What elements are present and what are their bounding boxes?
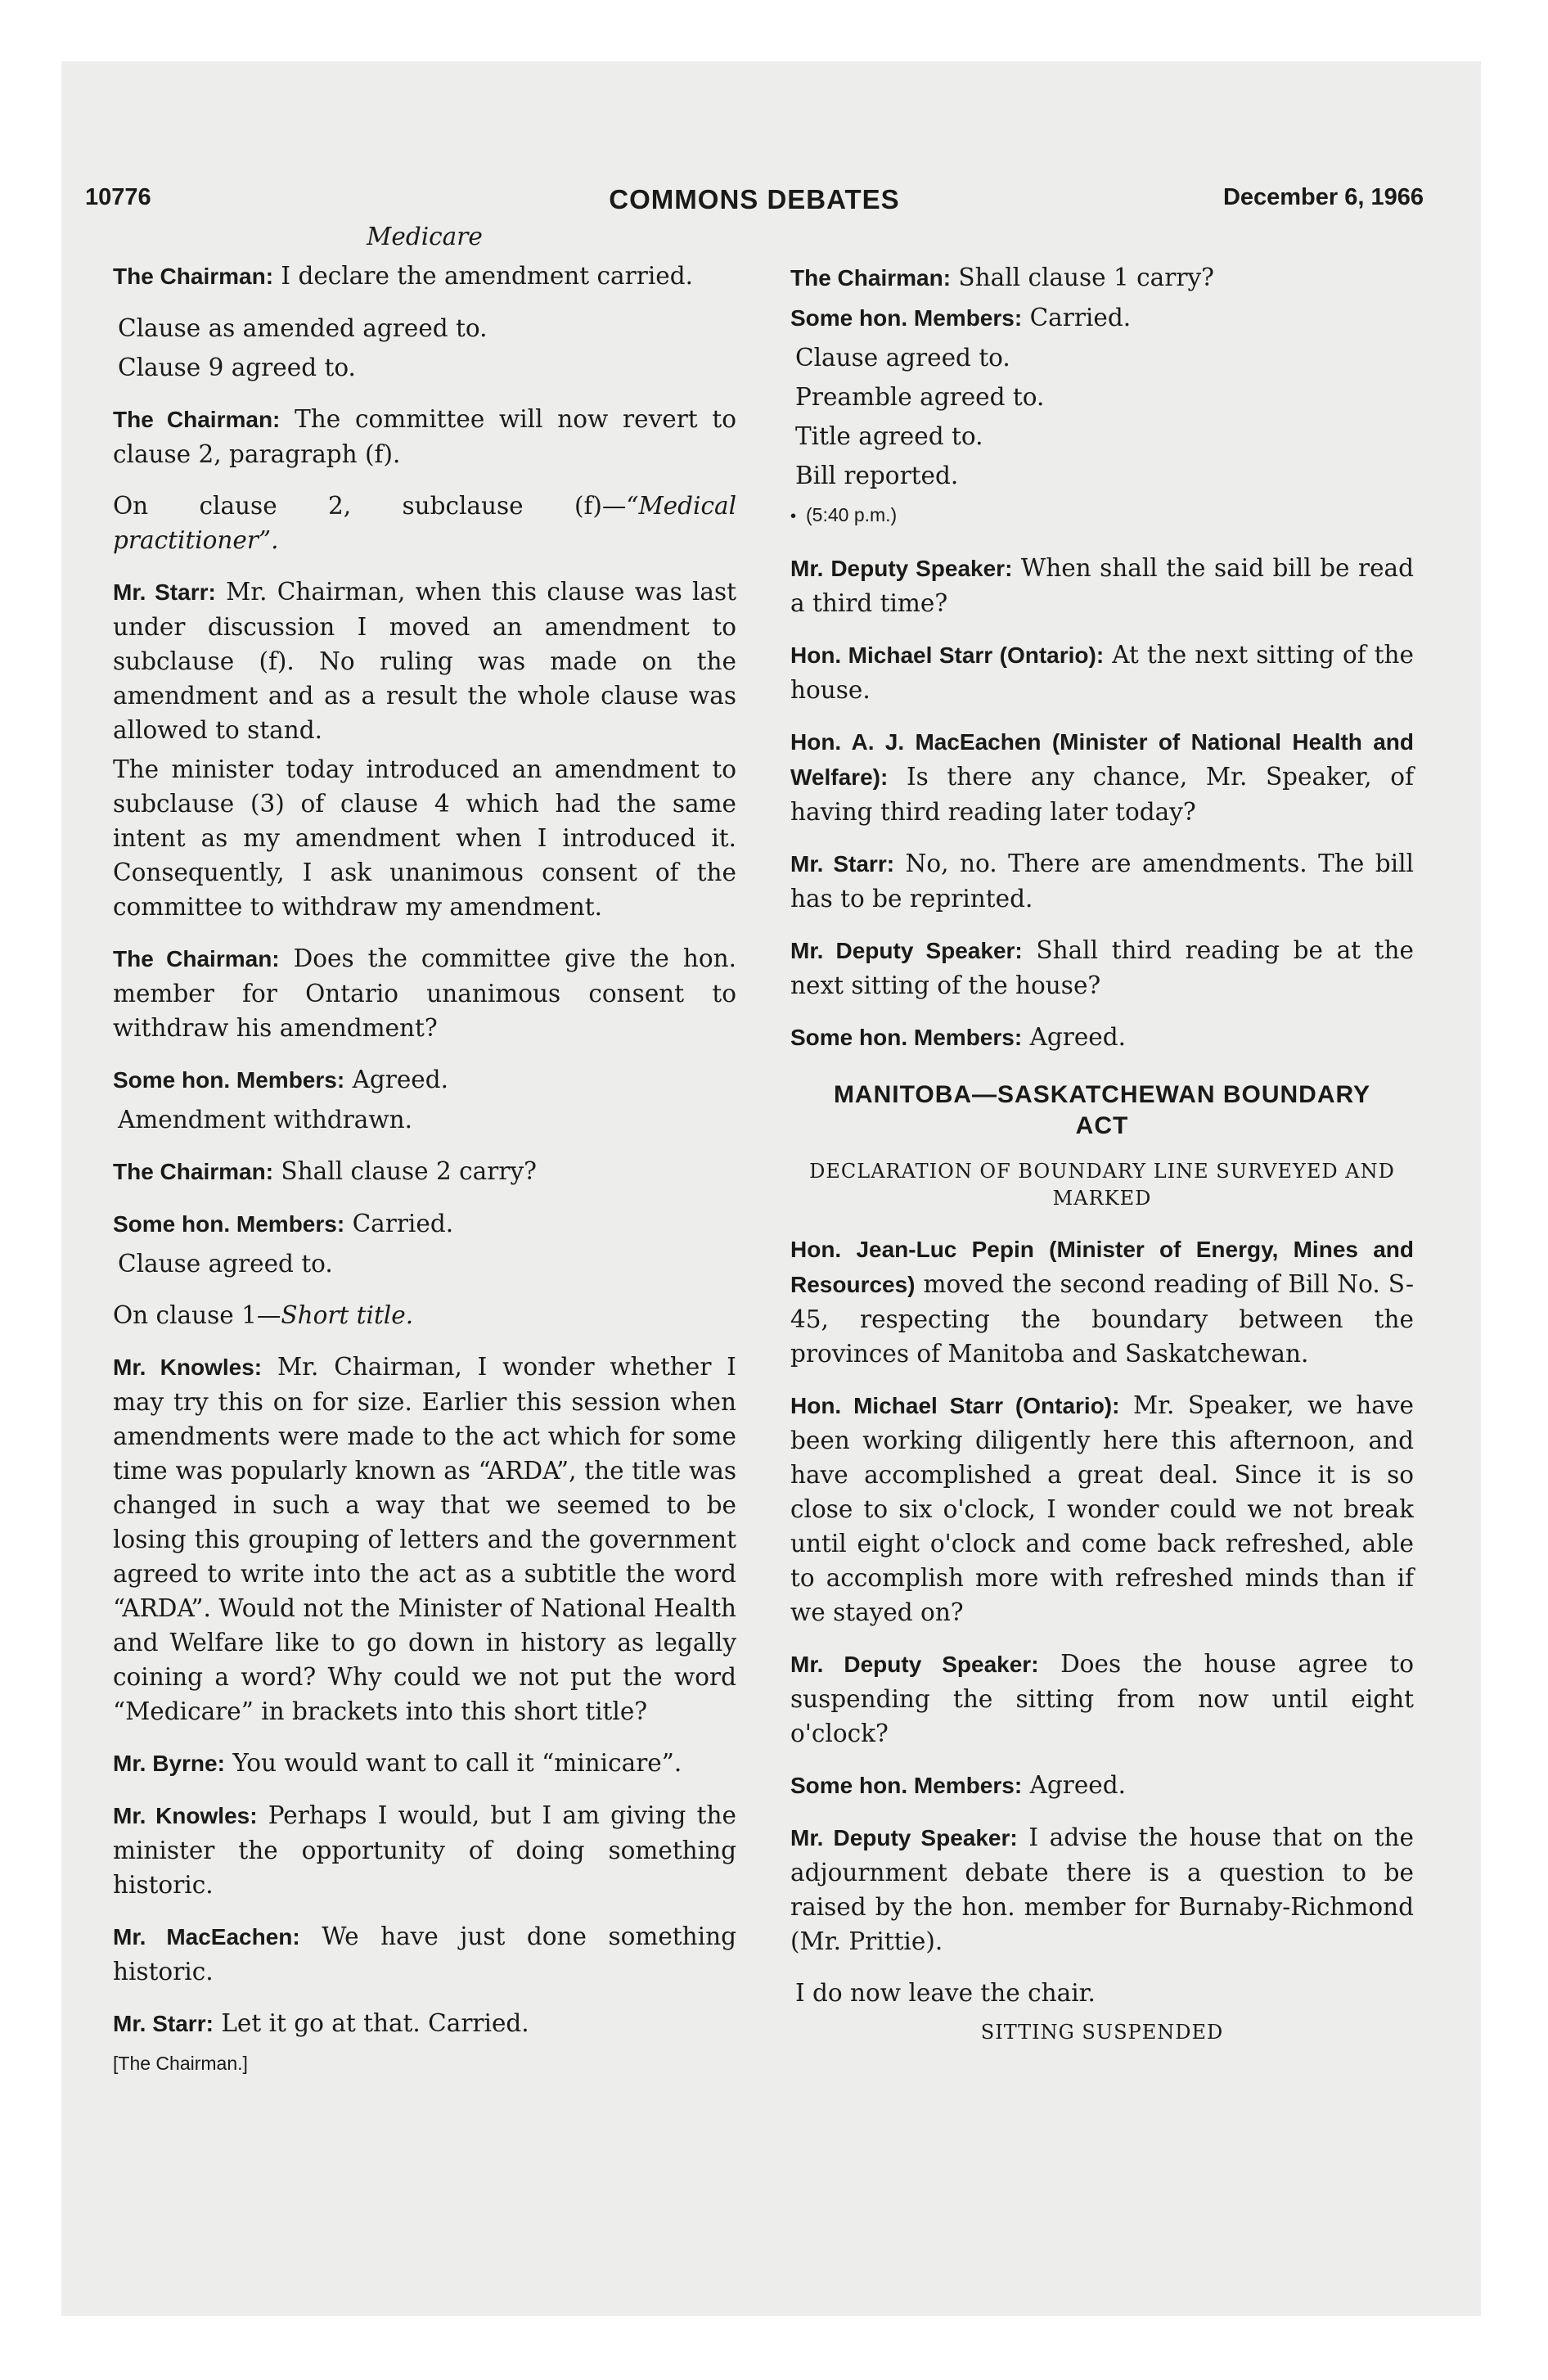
paragraph [790,724,1414,829]
paragraph [790,1388,1414,1629]
paragraph [113,1798,736,1902]
speech-text: At the next sitting of the house. [790,641,1414,704]
speaker: Some hon. Members: [113,1067,345,1093]
speaker: Mr. Deputy Speaker: [790,1825,1018,1850]
speech-text: Let it go at that. Carried. [221,2009,529,2037]
left-column [113,219,736,2080]
speaker: Hon. Jean-Luc Pepin (Minister of Energy, Mines and Resources) [790,1237,1414,1297]
speech-text: moved the second reading of Bill No. S-45, respecting the boundary between the provinces of Manitoba and Saskatchewan. [790,1270,1414,1368]
topic-label: Medicare [367,223,483,250]
speaker: Some hon. Members: [790,1025,1023,1050]
paragraph: Title agreed to. [795,422,983,450]
paragraph [790,1020,1414,1055]
speech-text: Carried. [352,1210,454,1237]
publication-title: COMMONS DEBATES [609,184,900,214]
paragraph [790,1647,1414,1751]
paragraph [113,2006,736,2041]
clause-title: “Medical practitioner”. [113,492,736,554]
speaker-note: [The Chairman.] [113,2053,248,2074]
speaker: The Chairman: [113,1159,274,1184]
speaker: Mr. Deputy Speaker: [790,1652,1039,1677]
speech-text: I declare the amendment carried. [281,262,693,290]
speech-text: Mr. Speaker, we have been working diligently here this afternoon, and have accomplished a great deal. Since it is so close to six o'clock, I wonder could we not break until eight o'clock and come back refreshed, able to accomplish more with refreshed minds than if we stayed on? [790,1391,1414,1626]
paragraph [790,551,1414,620]
paragraph [113,941,736,1045]
speech-text: You would want to call it “minicare”. [232,1749,682,1777]
bullet-icon: • [790,507,797,525]
paragraph: Clause 9 agreed to. [118,354,356,381]
speech-text: Agreed. [1029,1771,1127,1799]
clause-text: On clause 1— [113,1301,281,1329]
time-text: (5:40 p.m.) [806,504,898,525]
speech-text: When shall the said bill be read a third time? [790,554,1414,617]
speech-text: No, no. There are amendments. The bill has to be reprinted. [790,850,1414,913]
paragraph [113,1062,736,1098]
speech-text: Shall third reading be at the next sitting of the house? [790,936,1414,999]
section-heading: MANITOBA—SASKATCHEWAN BOUNDARY ACT [833,1081,1371,1139]
clause-title: Short title. [281,1301,414,1329]
speaker: Some hon. Members: [790,1773,1023,1798]
paragraph: Clause agreed to. [118,1250,333,1278]
speaker: Mr. Deputy Speaker: [790,556,1013,581]
paragraph: Bill reported. [795,462,959,489]
speaker: Some hon. Members: [790,305,1023,331]
paragraph [113,1350,736,1729]
speech-text: Perhaps I would, but I am giving the minister the opportunity of doing something historic. [113,1801,736,1899]
speaker: Mr. Knowles: [113,1355,263,1380]
speaker: Hon. Michael Starr (Ontario): [790,642,1105,668]
speech-text: Does the house agree to suspending the sitting from now until eight o'clock? [790,1650,1415,1747]
speech-text: Does the committee give the hon. member for Ontario unanimous consent to withdraw his amendment? [113,944,737,1042]
speaker: The Chairman: [113,264,274,289]
paragraph [113,575,736,747]
speaker: Mr. Starr: [113,579,216,605]
speaker: Mr. Starr: [113,2011,214,2036]
speech-text: Shall clause 1 carry? [958,264,1214,291]
speaker: Mr. MacEachen: [113,1924,300,1950]
speaker: Mr. Byrne: [113,1751,225,1776]
paragraph [113,1746,736,1781]
paragraph: Clause as amended agreed to. [118,314,488,342]
speech-text: Agreed. [1029,1023,1127,1051]
speaker: The Chairman: [113,407,281,432]
paragraph: Clause agreed to. [795,344,1010,372]
section-subheading: DECLARATION OF BOUNDARY LINE SURVEYED AND MARKED [809,1160,1395,1210]
speaker: Hon. Michael Starr (Ontario): [790,1393,1120,1418]
paragraph [113,402,736,471]
paragraph [790,846,1414,916]
page-number: 10776 [85,184,151,210]
right-column [790,260,1414,2049]
paragraph [113,1298,736,1332]
speech-text: The committee will now revert to clause 2, paragraph (f). [113,405,736,468]
speaker: Hon. A. J. MacEachen (Minister of National Health and Welfare): [790,729,1414,790]
paragraph [790,1820,1414,1959]
paragraph [790,638,1414,707]
time-stamp [790,498,1414,534]
clause-text: On clause 2, subclause (f)— [113,492,627,520]
speech-text: Mr. Chairman, I wonder whether I may try this on for size. Earlier this session when amendments were made to the act which for some time was popularly known as “ARDA”, the title was changed in such a way that we seemed to be losing this grouping of letters and the government agreed to write into the act as a subtitle the word “ARDA”. Would not the Minister of National Health and Welfare like to go down in history as legally coining a word? Why could we not put the word “Medicare” in brackets into this short title? [113,1353,736,1725]
sitting-suspended-notice: SITTING SUSPENDED [980,2021,1224,2044]
speech-text: We have just done something historic. [113,1922,736,1986]
paragraph [113,1206,736,1242]
speech-text: I advise the house that on the adjournment debate there is a question to be raised by the hon. member for Burnaby-Richmond (Mr. Prittie). [790,1823,1415,1955]
paragraph [790,1768,1414,1803]
paragraph [113,489,736,557]
speaker: Mr. Deputy Speaker: [790,938,1023,963]
paragraph [790,260,1414,295]
publication-date: December 6, 1966 [1222,184,1424,210]
paragraph [113,1919,736,1989]
paragraph: Preamble agreed to. [795,383,1045,411]
paragraph: The minister today introduced an amendment to subclause (3) of clause 4 which had the same intent as my amendment when I introduced it. Consequently, I ask unanimous consent of the committee to withdraw my amendment. [113,755,736,921]
paragraph [113,259,736,294]
speaker: The Chairman: [113,946,280,971]
paragraph: I do now leave the chair. [795,1979,1096,2007]
speech-text: Agreed. [352,1066,449,1093]
paragraph [790,1232,1414,1371]
speech-text: Mr. Chairman, when this clause was last under discussion I moved an amendment to subclause (f). No ruling was made on the amendment and as a result the whole clause was allowed to stand. [113,578,736,744]
speech-text: Is there any chance, Mr. Speaker, of having third reading later today? [790,763,1414,826]
speech-text: Shall clause 2 carry? [281,1157,537,1185]
paragraph [113,1154,736,1189]
paragraph: Amendment withdrawn. [118,1106,413,1134]
speech-text: Carried. [1029,304,1132,331]
paragraph [790,933,1414,1003]
speaker: Some hon. Members: [113,1211,345,1237]
speaker: Mr. Starr: [790,851,895,877]
speaker: The Chairman: [790,265,952,291]
paragraph [790,300,1414,336]
speaker: Mr. Knowles: [113,1803,258,1828]
